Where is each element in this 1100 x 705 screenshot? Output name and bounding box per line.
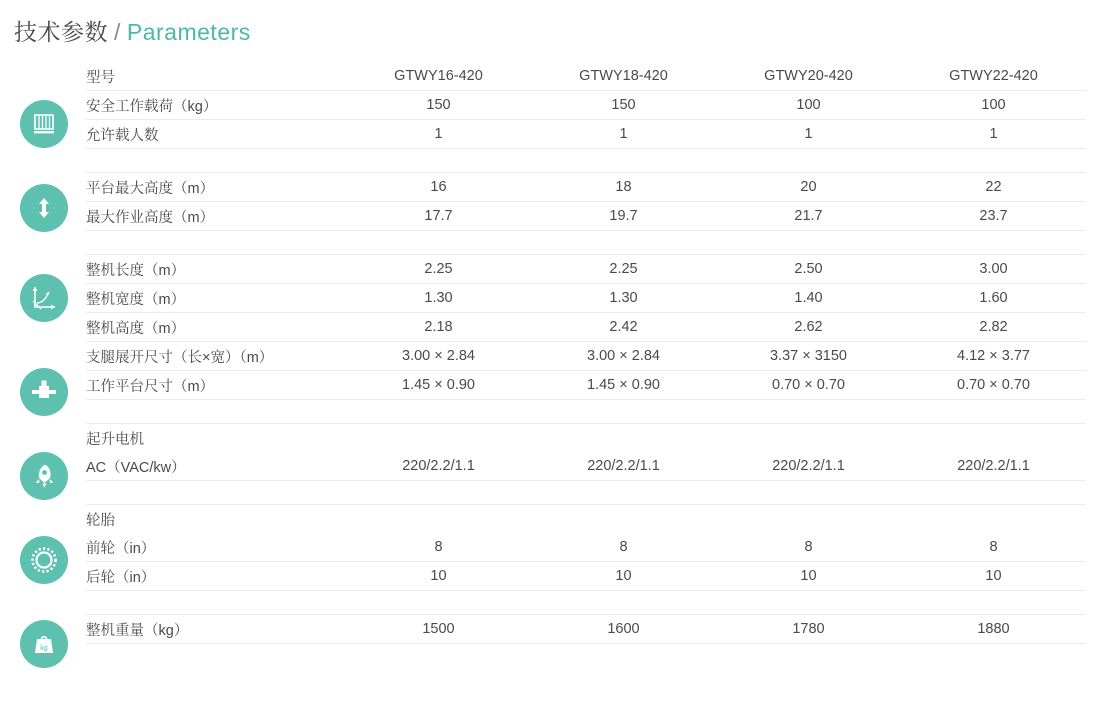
table-row	[86, 91, 1086, 120]
row-value: 1.30	[531, 284, 716, 313]
row-value: 1.30	[346, 284, 531, 313]
row-value	[901, 505, 1086, 534]
row-value	[901, 424, 1086, 453]
row-label: 支腿展开尺寸（长×宽）（m）	[86, 342, 346, 371]
svg-text:kg: kg	[40, 645, 48, 652]
table-row	[86, 533, 1086, 562]
row-value: 0.70 × 0.70	[901, 371, 1086, 400]
row-value: 17.7	[346, 202, 531, 231]
row-value: 3.37 × 3150	[716, 342, 901, 371]
row-value: 10	[716, 562, 901, 591]
row-label: 最大作业高度（m）	[86, 202, 346, 231]
row-label: 起升电机	[86, 431, 144, 448]
column-header-model: 型号	[86, 62, 346, 91]
row-value: 2.42	[531, 313, 716, 342]
row-value: 10	[346, 562, 531, 591]
row-value: 19.7	[531, 202, 716, 231]
row-value	[346, 505, 531, 534]
table-group-gap	[86, 231, 1086, 255]
row-value: 18	[531, 173, 716, 202]
table-row	[86, 452, 1086, 481]
row-value: 10	[531, 562, 716, 591]
platform-load-icon	[20, 100, 68, 148]
row-value: 22	[901, 173, 1086, 202]
row-value: 2.50	[716, 255, 901, 284]
row-value: 220/2.2/1.1	[716, 452, 901, 481]
row-value	[716, 505, 901, 534]
row-value: 8	[531, 533, 716, 562]
column-header-gtwy20: GTWY20-420	[716, 62, 901, 91]
weight-kg-icon	[20, 620, 68, 668]
row-value: 3.00	[901, 255, 1086, 284]
row-value: 4.12 × 3.77	[901, 342, 1086, 371]
row-value: 1	[716, 120, 901, 149]
row-value: 3.00 × 2.84	[346, 342, 531, 371]
row-value	[346, 424, 531, 453]
row-value: 1880	[901, 615, 1086, 644]
row-label: 轮胎	[86, 512, 115, 529]
table-row	[86, 202, 1086, 231]
row-value: 220/2.2/1.1	[901, 452, 1086, 481]
column-header-gtwy22: GTWY22-420	[901, 62, 1086, 91]
row-value: 1	[901, 120, 1086, 149]
row-value: 1.45 × 0.90	[346, 371, 531, 400]
row-value: 2.25	[346, 255, 531, 284]
table-row	[86, 615, 1086, 644]
row-label: 前轮（in）	[86, 533, 346, 562]
row-label: 整机重量（kg）	[86, 615, 346, 644]
row-value: 16	[346, 173, 531, 202]
row-value	[531, 424, 716, 453]
row-label: AC（VAC/kw）	[86, 452, 346, 481]
row-value: 2.18	[346, 313, 531, 342]
row-value: 220/2.2/1.1	[531, 452, 716, 481]
row-label: 工作平台尺寸（m）	[86, 371, 346, 400]
row-value: 220/2.2/1.1	[346, 452, 531, 481]
table-row	[86, 562, 1086, 591]
table-group-gap	[86, 149, 1086, 173]
row-value: 3.00 × 2.84	[531, 342, 716, 371]
row-value: 20	[716, 173, 901, 202]
table-row	[86, 120, 1086, 149]
row-value: 100	[901, 91, 1086, 120]
table-row	[86, 255, 1086, 284]
row-value: 21.7	[716, 202, 901, 231]
row-value: 1.40	[716, 284, 901, 313]
row-value: 10	[901, 562, 1086, 591]
outrigger-icon	[20, 368, 68, 416]
table-header-row	[86, 62, 1086, 91]
row-value: 1500	[346, 615, 531, 644]
tire-wheel-icon	[20, 536, 68, 584]
table-group-gap	[86, 481, 1086, 505]
row-value: 1600	[531, 615, 716, 644]
row-label: 整机长度（m）	[86, 255, 346, 284]
table-row	[86, 284, 1086, 313]
page-title-separator: /	[114, 19, 121, 45]
row-label: 整机高度（m）	[86, 313, 346, 342]
table-row	[86, 505, 1086, 534]
row-value: 1	[531, 120, 716, 149]
table-row	[86, 342, 1086, 371]
row-value: 150	[346, 91, 531, 120]
parameters-table	[86, 62, 1086, 644]
table-row	[86, 313, 1086, 342]
row-value: 0.70 × 0.70	[716, 371, 901, 400]
page-title-cn: 技术参数	[14, 19, 108, 45]
row-value	[716, 424, 901, 453]
row-value: 2.25	[531, 255, 716, 284]
column-header-gtwy18: GTWY18-420	[531, 62, 716, 91]
row-value: 100	[716, 91, 901, 120]
row-value	[531, 505, 716, 534]
table-row	[86, 371, 1086, 400]
row-value: 1780	[716, 615, 901, 644]
row-value: 1.60	[901, 284, 1086, 313]
row-value: 8	[346, 533, 531, 562]
row-value: 8	[901, 533, 1086, 562]
column-header-gtwy16: GTWY16-420	[346, 62, 531, 91]
height-arrow-icon	[20, 184, 68, 232]
row-label: 整机宽度（m）	[86, 284, 346, 313]
row-label: 安全工作载荷（kg）	[86, 91, 346, 120]
table-group-gap	[86, 400, 1086, 424]
table-row	[86, 173, 1086, 202]
dimensions-axis-icon	[20, 274, 68, 322]
row-label: 后轮（in）	[86, 562, 346, 591]
parameters-table-wrap	[86, 62, 1086, 644]
icon-column	[0, 0, 86, 705]
row-value: 1	[346, 120, 531, 149]
row-value: 23.7	[901, 202, 1086, 231]
table-row	[86, 424, 1086, 453]
row-value: 8	[716, 533, 901, 562]
row-label: 平台最大高度（m）	[86, 173, 346, 202]
row-label: 允许载人数	[86, 120, 346, 149]
row-value: 150	[531, 91, 716, 120]
row-value: 1.45 × 0.90	[531, 371, 716, 400]
row-value: 2.62	[716, 313, 901, 342]
row-value: 2.82	[901, 313, 1086, 342]
table-group-gap	[86, 591, 1086, 615]
motor-rocket-icon	[20, 452, 68, 500]
page-title-en: Parameters	[126, 19, 251, 45]
